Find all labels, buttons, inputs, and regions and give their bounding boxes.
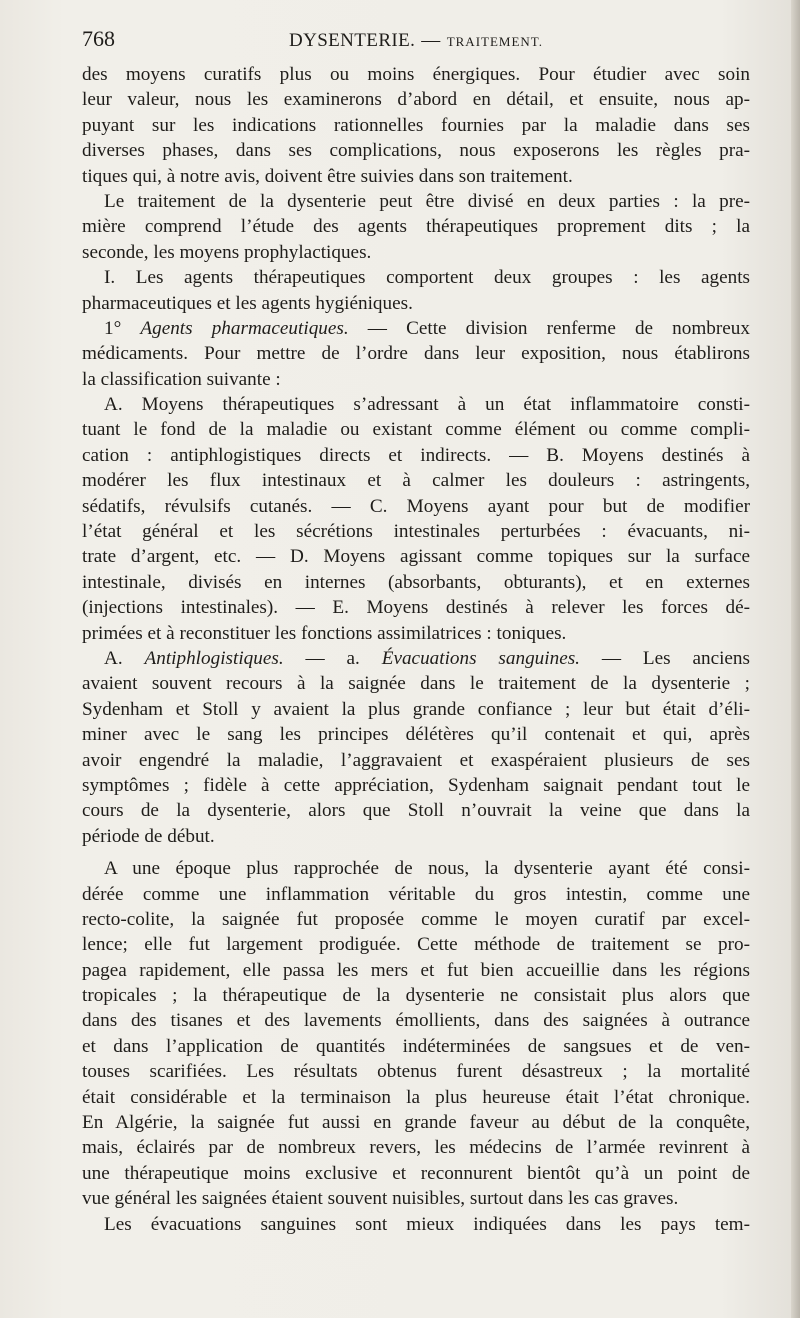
text-line: seconde, les moyens prophylactiques. — [82, 241, 372, 263]
text-line: l’état général et les sécrétions intestinales perturbées : évacuants, ni- — [82, 521, 750, 543]
text-line: trate d’argent, etc. — D. Moyens agissant comme topiques sur la surface — [82, 546, 750, 568]
text-line: dérée comme une inflammation véritable du gros intestin, comme une — [82, 883, 750, 905]
text-line: leur valeur, nous les examinerons d’abord en détail, et ensuite, nous ap- — [82, 89, 750, 111]
text-line: cation : antiphlogistiques directs et indirects. — B. Moyens destinés à — [82, 444, 750, 466]
paragraph-gap — [82, 849, 750, 856]
text-line: la classification suivante : — [82, 368, 281, 390]
text-line: médicaments. Pour mettre de l’ordre dans leur exposition, nous établirons — [82, 343, 750, 365]
text-line: sédatifs, révulsifs cutanés. — C. Moyens ayant pour but de modifier — [82, 495, 750, 517]
text-line: mière comprend l’étude des agents thérapeutiques proprement dits ; la — [82, 216, 750, 238]
text-line: mais, éclairés par de nombreux revers, les médecins de l’armée revinrent à — [82, 1137, 750, 1159]
text-line — [82, 646, 750, 671]
text-line: En Algérie, la saignée fut aussi en grande faveur au début de la conquête, — [82, 1112, 750, 1134]
text-line: tiques qui, à notre avis, doivent être suivies dans son traitement. — [82, 165, 573, 187]
text-line: tuant le fond de la maladie ou existant comme élément ou comme compli- — [82, 419, 750, 441]
subsection-heading: Évacuations sanguines. — [381, 647, 580, 669]
text-line: A. Moyens thérapeutiques s’adressant à un état inflammatoire consti- — [104, 394, 750, 416]
text-line: lence; elle fut largement prodiguée. Cette méthode de traitement se pro- — [82, 934, 750, 956]
text-line: une thérapeutique moins exclusive et reconnurent bientôt qu’à un point de — [82, 1162, 750, 1184]
text-line: symptômes ; fidèle à cette appréciation, Sydenham saignait pendant tout le — [82, 774, 750, 796]
page-number: 768 — [82, 26, 115, 51]
text-line: pharmaceutiques et les agents hygiéniques. — [82, 292, 413, 314]
running-title — [82, 30, 750, 52]
section-heading: Agents pharmaceutiques. — [140, 317, 349, 339]
header-dash: — — [421, 30, 441, 51]
text-line: avoir engendré la maladie, l’aggravaient et exaspéraient plusieurs de ses — [82, 749, 750, 771]
header-title: DYSENTERIE. — [288, 30, 416, 51]
text-line: Le traitement de la dysenterie peut être divisé en deux parties : la pre- — [104, 190, 750, 212]
text-line: (injections intestinales). — E. Moyens destinés à relever les forces dé- — [82, 597, 750, 619]
text-line: pagea rapidement, elle passa les mers et fut bien accueillie dans les régions — [82, 959, 750, 981]
text-line: Sydenham et Stoll y avaient la plus grande confiance ; leur but était d’éli- — [82, 698, 750, 720]
text-line: des moyens curatifs plus ou moins énergiques. Pour étudier avec soin — [82, 64, 750, 85]
text-run: — a. — [283, 647, 382, 669]
page-edge — [791, 0, 800, 1318]
text-line: diverses phases, dans ses complications, nous exposerons les règles pra- — [82, 140, 750, 162]
section-letter: A. — [104, 647, 145, 669]
text-line — [82, 316, 750, 341]
text-line: Les évacuations sanguines sont mieux indiquées dans les pays tem- — [104, 1213, 750, 1235]
text-line: était considérable et la terminaison la plus heureuse était l’état chronique. — [82, 1086, 750, 1108]
text-line: touses scarifiées. Les résultats obtenus furent désastreux ; la mortalité — [82, 1061, 750, 1083]
text-line: modérer les flux intestinaux et à calmer les douleurs : astringents, — [82, 470, 750, 492]
text-line: cours de la dysenterie, alors que Stoll n’ouvrait la veine que dans la — [82, 800, 750, 822]
text-line: vue général les saignées étaient souvent nuisibles, surtout dans les cas graves. — [82, 1188, 679, 1210]
text-line: période de début. — [82, 825, 215, 847]
text-line: tropicales ; la thérapeutique de la dysenterie ne consistait plus alors que — [82, 985, 750, 1007]
text-line: miner avec le sang les principes délétères qu’il contenait et qui, après — [82, 724, 750, 746]
text-line: primées et à reconstituer les fonctions assimilatrices : toniques. — [82, 622, 567, 644]
text-line: I. Les agents thérapeutiques comportent deux groupes : les agents — [104, 267, 750, 289]
header-subtitle: TRAITEMENT. — [446, 34, 544, 49]
text-line: et dans l’application de quantités indéterminées de sangsues et de ven- — [82, 1035, 750, 1057]
text-run: — Les anciens — [579, 647, 750, 669]
body-text — [82, 62, 750, 1237]
text-run: — Cette division renferme de nombreux — [348, 317, 750, 339]
text-line: A une époque plus rapprochée de nous, la dysenterie ayant été consi- — [104, 858, 750, 880]
text-line: avaient souvent recours à la saignée dans le traitement de la dysenterie ; — [82, 673, 750, 695]
section-number: 1° — [104, 317, 141, 339]
text-line: dans des tisanes et des lavements émollients, dans des saignées à outrance — [82, 1010, 750, 1032]
section-heading: Antiphlogistiques. — [144, 647, 284, 669]
text-line: recto-colite, la saignée fut proposée comme le moyen curatif par excel- — [82, 908, 750, 930]
text-line: intestinale, divisés en internes (absorbants, obturants), et en externes — [82, 571, 750, 593]
running-header — [82, 20, 750, 60]
text-line: puyant sur les indications rationnelles fournies par la maladie dans ses — [82, 114, 750, 136]
